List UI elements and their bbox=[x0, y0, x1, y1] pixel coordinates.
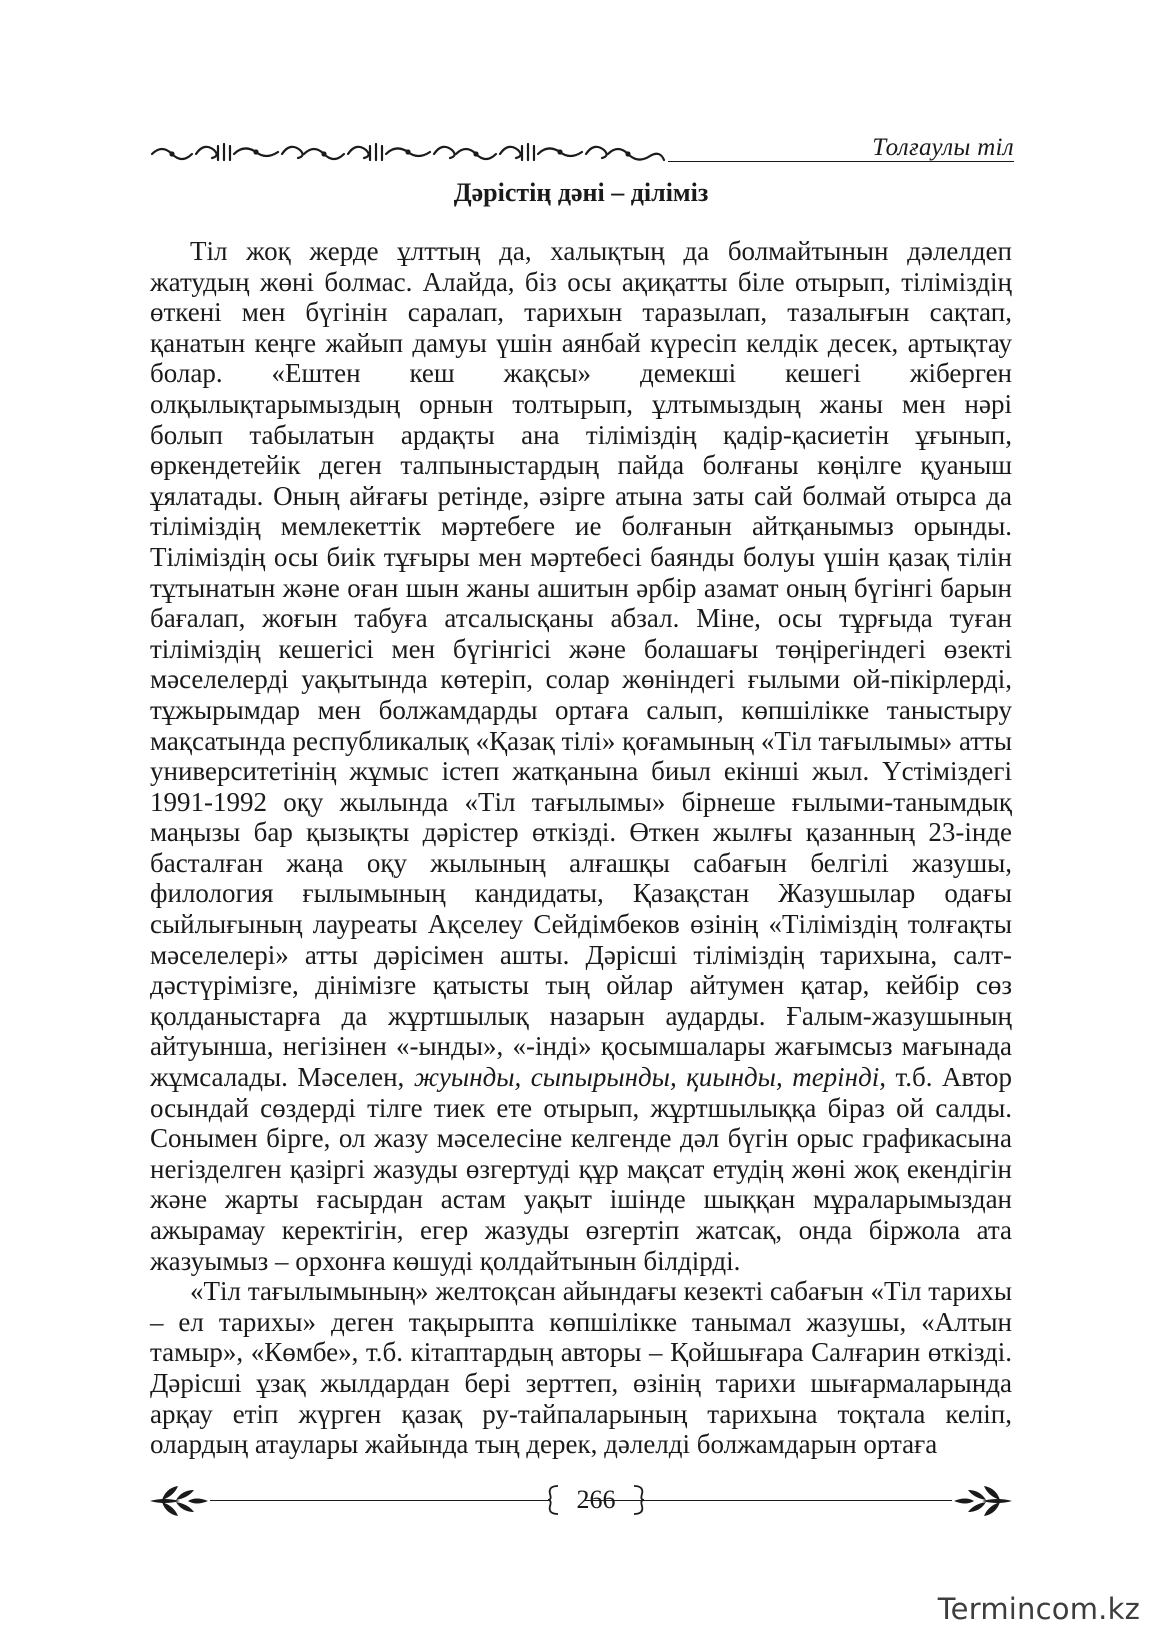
chapter-title: Дәрістің дәні – діліміз bbox=[453, 178, 709, 207]
footer-band bbox=[148, 1484, 1014, 1518]
body-text bbox=[150, 236, 1012, 1460]
scroll-ornament-icon bbox=[148, 136, 668, 168]
page-number: 266 bbox=[576, 1485, 616, 1514]
paragraph-1 bbox=[150, 236, 1012, 1276]
leaf-ornament-left-icon bbox=[148, 1484, 210, 1518]
paragraph-2: «Тіл тағылымының» желтоқсан айындағы кезекті сабағын «Тіл тарихы – ел тарихы» деген тақырыпта көпшілікке танымал жазушы, «Алтын тамыр», «Көмбе», т.б. кітаптардың авторы – Қойшығара Салғарин өткізді. Дәрісші ұзақ жылдардан бері зерттеп, өзінің тарихи шығармаларында арқау етіп жүрген қазақ ру-тайпаларының тарихына тоқтала келіп, олардың атаулары жайында тың дерек, дәлелді болжамдарын ортаға bbox=[150, 1276, 1012, 1460]
paragraph-1-text-a: Тіл жоқ жерде ұлттың да, халықтың да болмайтынын дәлелдеп жатудың жөні болмас. Алайда, біз осы ақиқатты біле отырып, тіліміздің өткені мен бүгінін саралап, тарихын таразылап, тазалығын сақтап, қанатын кеңге жайып дамуы үшін аянбай күресіп келдік десек, артықтау болар. «Ештен кеш жақсы» демекші кешегі жіберген олқылықтарымыздың орнын толтырып, ұлтымыздың жаны мен нәрі болып табылатын ардақты ана тіліміздің қадір-қасиетін ұғынып, өркендетейік деген талпыныстардың пайда болғаны көңілге қуаныш ұялатады. Оның айғағы ретінде, әзірге атына заты сай болмай отырса да тіліміздің мемлекеттік мәртебеге ие болғанын айтқанымыз орынды. Тіліміздің осы биік тұғыры мен мәртебесі баянды болуы үшін қазақ тілін тұтынатын және оған шын жаны ашитын әрбір азамат оның бүгінгі барын бағалап, жоғын табуға атсалысқаны абзал. Міне, осы тұрғыда туған тіліміздің кешегісі мен бүгінгісі және болашағы төңірегіндегі өзекті мәселелерді уақытында көтеріп, солар жөніндегі ғылыми ой-пікірлерді, тұжырымдар мен болжамдарды ортаға салып, көпшілікке таныстыру мақсатында республикалық «Қазақ тілі» қоғамының «Тіл тағылымы» атты университетінің жұмыс істеп жатқанына биыл екінші жыл. Үстіміздегі 1991-1992 оқу жылында «Тіл тағылымы» бірнеше ғылыми-танымдық маңызы бар қызықты дәрістер өткізді. Өткен жылғы қазанның 23-інде басталған жаңа оқу жылының алғашқы сабағын белгілі жазушы, филология ғылымының кандидаты, Қазақстан Жазушылар одағы сыйлығының лауреаты Ақселеу Сейдімбеков өзінің «Тіліміздің толғақты мәселелері» атты дәрісімен ашты. Дәрісші тіліміздің тарихына, салт-дәстүрімізге, дінімізге қатысты тың ойлар айтумен қатар, кейбір сөз қолданыстарға да жұртшылық назарын аударды. Ғалым-жазушының айтуынша, негізінен «-ынды», «-інді» қосымшалары жағымсыз мағынада жұмсалады. Мәселен, bbox=[150, 236, 1012, 1093]
running-title: Толғаулы тіл bbox=[872, 134, 1014, 161]
leaf-ornament-right-icon bbox=[952, 1484, 1014, 1518]
paragraph-1-italic-examples: жуынды, сыпырынды, қиынды, терінді, bbox=[413, 1062, 886, 1093]
paragraph-1-text-b: т.б. Автор осындай сөздерді тілге тиек ете отырып, жұртшылыққа біраз ой салды. Сонымен бірге, ол жазу мәселесіне келгенде дәл бүгін орыс графикасына негізделген қазіргі жазуды өзгертуді құр мақсат етудің жөні жоқ екендігін және жарты ғасырдан астам уақыт ішінде шыққан мұраларымыздан ажырамау керектігін, егер жазуды өзгертіп жатсақ, онда біржола ата жазуымыз – орхонға көшуді қолдайтынын білдірді. bbox=[150, 1062, 1013, 1276]
footer-rule-right bbox=[584, 1500, 952, 1501]
watermark-logo: Termincom.kz bbox=[937, 1592, 1140, 1626]
footer-rule-left bbox=[210, 1500, 548, 1501]
header-band bbox=[148, 136, 1014, 170]
